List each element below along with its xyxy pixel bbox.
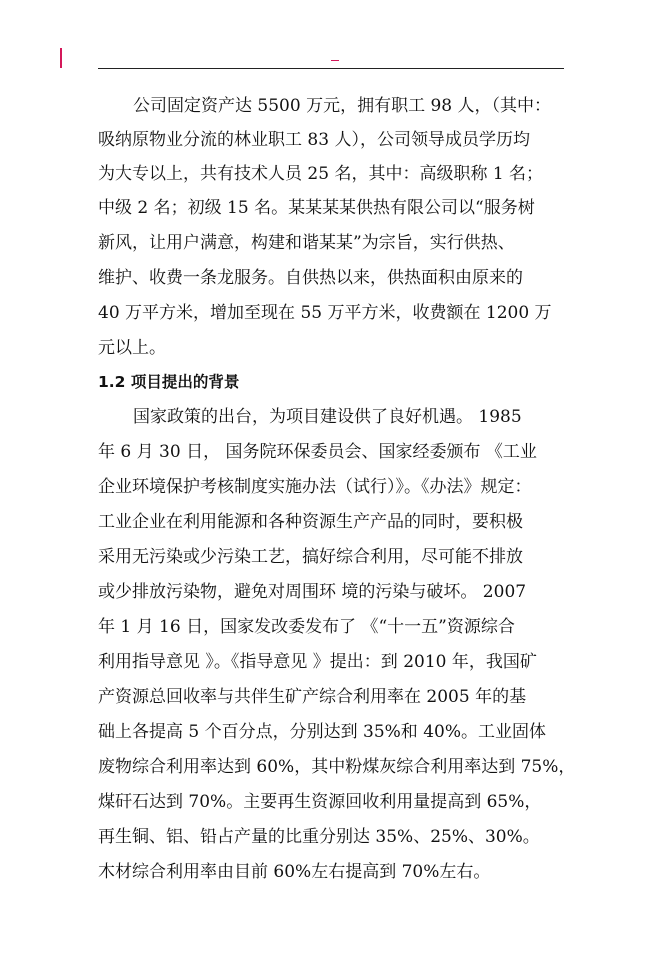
margin-mark [60,48,62,68]
paragraph-line: 40 万平方米，增加至现在 55 万平方米，收费额在 1200 万 [98,303,552,323]
paragraph-line: 年 6 月 30 日， 国务院环保委员会、国家经委颁布 《工业 [98,442,537,462]
section-heading: 1.2 项目提出的背景 [98,373,240,391]
paragraph-line: 产资源总回收率与共伴生矿产综合利用率在 2005 年的基 [98,687,527,707]
paragraph-line: 再生铜、铝、铅占产量的比重分别达 35%、25%、30%。 [98,827,540,847]
paragraph-line: 年 1 月 16 日，国家发改委发布了 《“十一五”资源综合 [98,617,515,637]
paragraph-line: 公司固定资产达 5500 万元，拥有职工 98 人，（其中： [133,96,552,116]
paragraph-line: 为大专以上，共有技术人员 25 名，其中：高级职称 1 名； [98,164,544,184]
paragraph-line: 木材综合利用率由目前 60%左右提高到 70%左右。 [98,862,491,882]
paragraph-line: 中级 2 名；初级 15 名。某某某某供热有限公司以“服务树 [98,198,535,218]
header-rule [98,68,564,69]
paragraph-line: 新风，让用户满意，构建和谐某某”为宗旨，实行供热、 [98,233,515,253]
paragraph-line: 利用指导意见 》。《指导意见 》提出：到 2010 年，我国矿 [98,652,537,672]
paragraph-line: 工业企业在利用能源和各种资源生产产品的同时，要积极 [98,512,523,532]
paragraph-line: 国家政策的出台，为项目建设供了良好机遇。 1985 [133,407,522,427]
paragraph-line: 废物综合利用率达到 60%，其中粉煤灰综合利用率达到 75%， [98,757,576,777]
paragraph-line: 采用无污染或少污染工艺，搞好综合利用，尽可能不排放 [98,547,523,567]
paragraph-line: 吸纳原物业分流的林业职工 83 人），公司领导成员学历均 [98,130,530,150]
paragraph-line: 煤矸石达到 70%。主要再生资源回收利用量提高到 65%， [98,792,542,812]
paragraph-line: 企业环境保护考核制度实施办法（试行）》。《办法》规定： [98,477,532,497]
paragraph-line: 或少排放污染物，避免对周围环 境的污染与破坏。 2007 [98,582,527,602]
paragraph-line: 础上各提高 5 个百分点，分别达到 35%和 40%。工业固体 [98,722,547,742]
header-mark [331,60,339,61]
paragraph-line: 元以上。 [98,338,166,358]
paragraph-line: 维护、收费一条龙服务。自供热以来，供热面积由原来的 [98,268,523,288]
